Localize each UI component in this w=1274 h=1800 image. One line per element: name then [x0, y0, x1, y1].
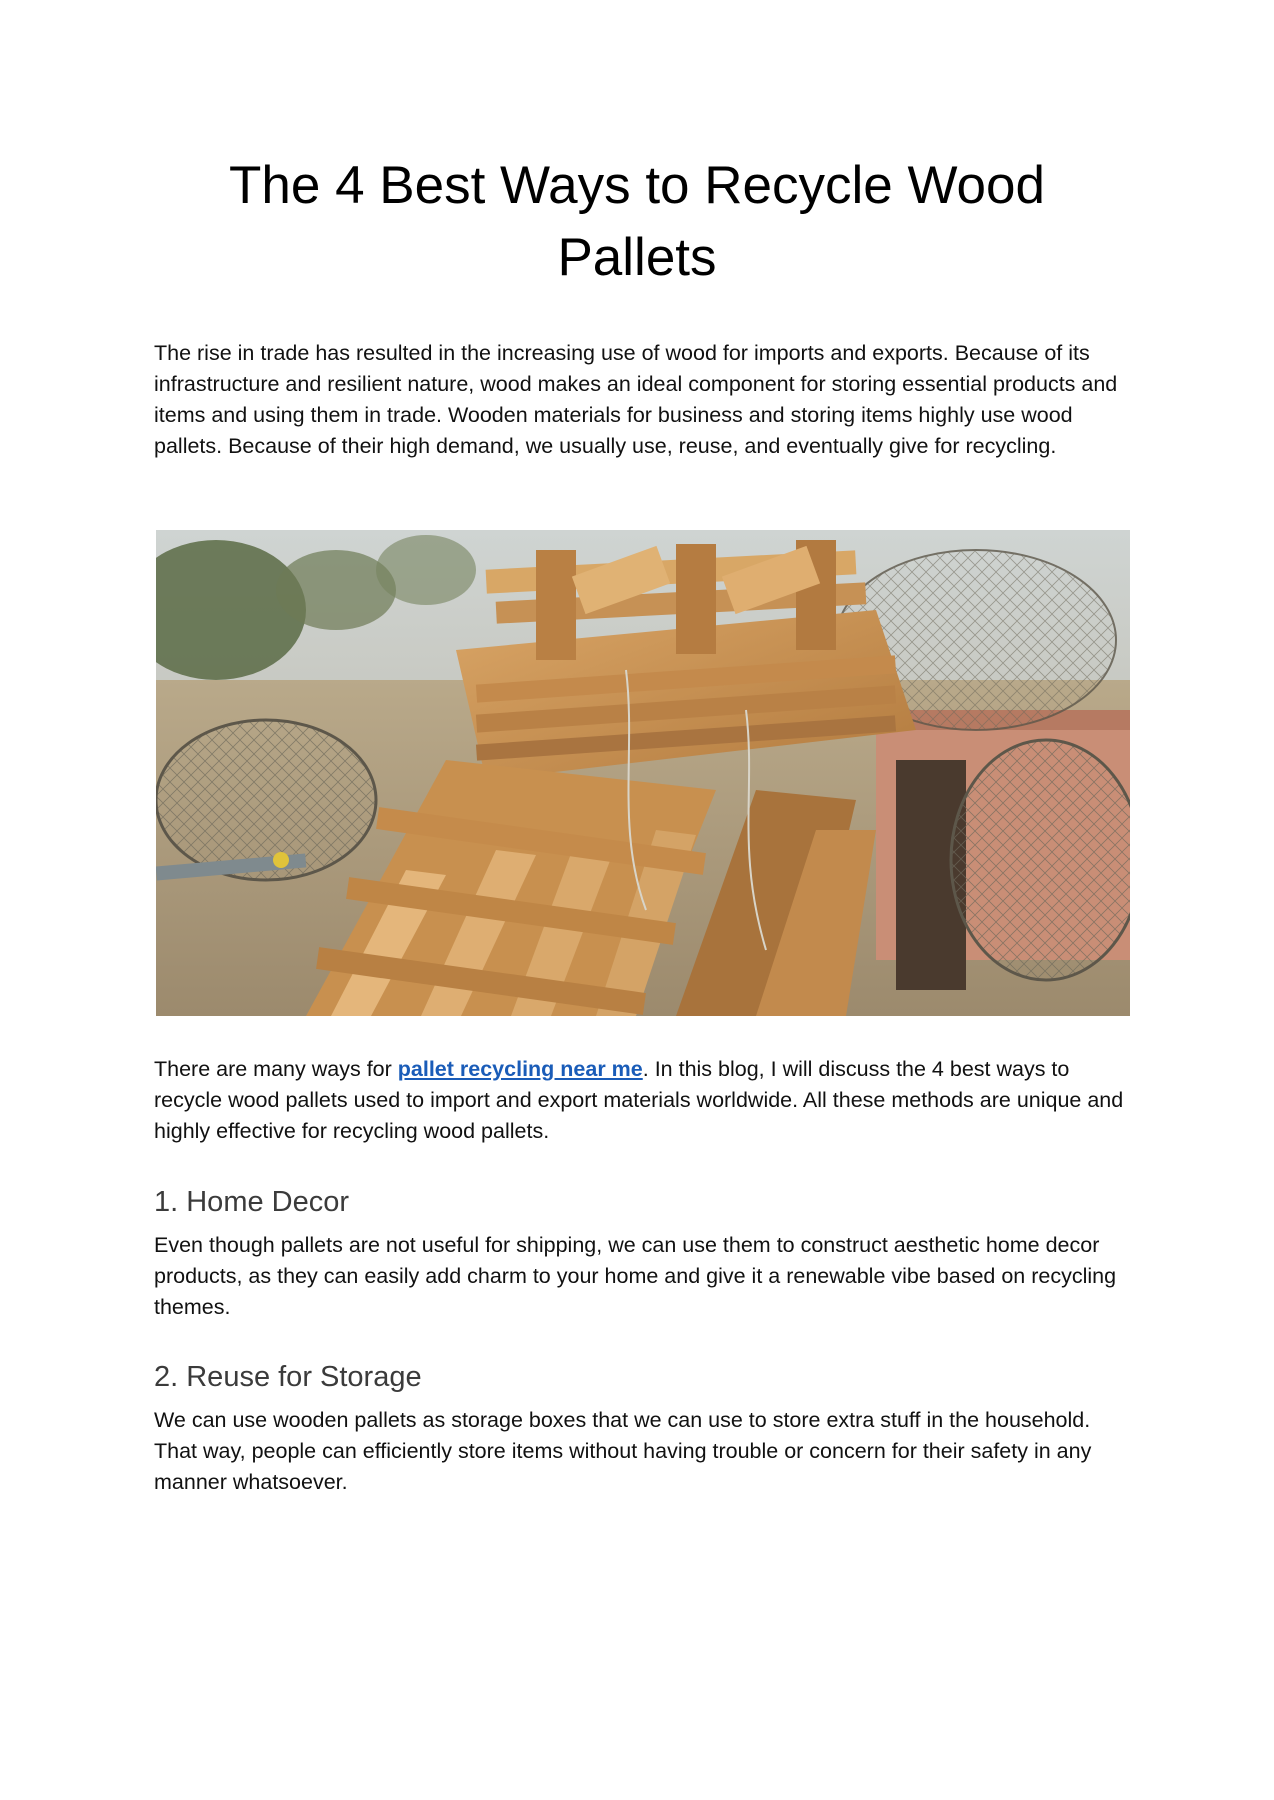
- para2-text-after-link: . In this blog, I will discuss the 4 best ways to recycle wood pallets used to import and export materials worldwide. All these methods are unique and highly effective for recycling wood pallets.: [154, 1057, 1124, 1143]
- pallet-recycling-link[interactable]: pallet recycling near me: [397, 1057, 643, 1081]
- page-title: The 4 Best Ways to Recycle Wood Pallets: [229, 156, 1045, 287]
- wood-pallets-photo: [156, 530, 1130, 1016]
- section-heading-reuse-storage: 2. Reuse for Storage: [154, 1361, 422, 1393]
- section-body-reuse-storage: We can use wooden pallets as storage boxes that we can use to store extra stuff in the household. That way, people can efficiently store items without having trouble or concern for their safety in any manner whatsoever.: [154, 1408, 1092, 1494]
- para2-text-before-link: There are many ways for: [154, 1057, 398, 1081]
- intro-paragraph: The rise in trade has resulted in the increasing use of wood for imports and exports. Because of its infrastructure and resilient nature, wood makes an ideal component for storing essential products and items and using them in trade. Wooden materials for business and storing items highly use wood pallets. Because of their high demand, we usually use, reuse, and eventually give for recycling.: [154, 341, 1118, 458]
- recycling-intro-paragraph: [154, 1054, 1134, 1147]
- section-body-home-decor: Even though pallets are not useful for shipping, we can use them to construct aesthetic home decor products, as they can easily add charm to your home and give it a renewable vibe based on recycling themes.: [154, 1233, 1117, 1319]
- section-heading-home-decor: 1. Home Decor: [154, 1186, 350, 1218]
